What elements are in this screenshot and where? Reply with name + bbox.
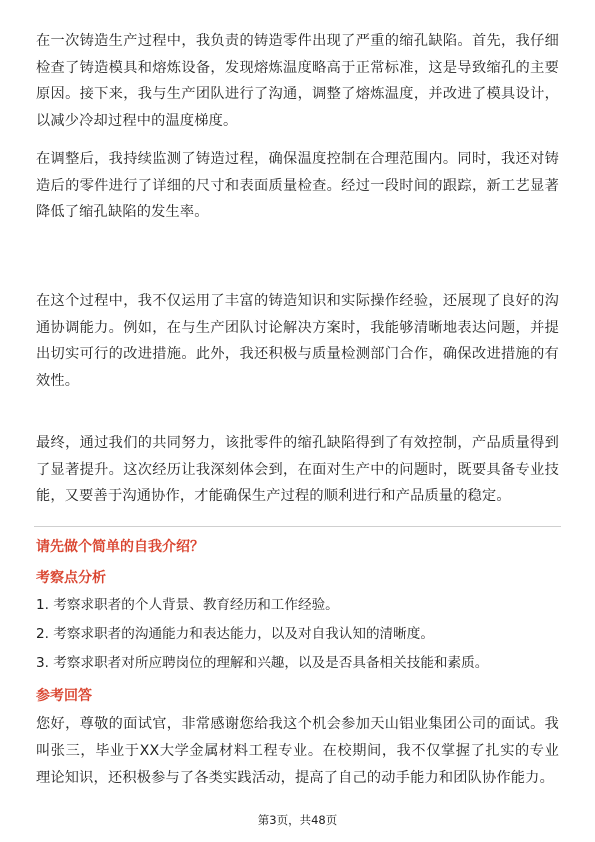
answer-paragraph: 您好，尊敬的面试官，非常感谢您给我这个机会参加天山铝业集团公司的面试。我叫张三，毕业于XX大学金属材料工程专业。在校期间，我不仅掌握了扎实的专业理论知识，还积极参与了各类实践活动，提高了自己的动手能力和团队协作能力。 [36, 716, 559, 786]
analysis-point: 3. 考察求职者对所应聘岗位的理解和兴趣，以及是否具备相关技能和素质。 [36, 655, 489, 671]
body-paragraph: 在一次铸造生产过程中，我负责的铸造零件出现了严重的缩孔缺陷。首先，我仔细检查了铸造模具和熔炼设备，发现熔炼温度略高于正常标准，这是导致缩孔的主要原因。接下来，我与生产团队进行了沟通，调整了熔炼温度，并改进了模具设计，以减少冷却过程中的温度梯度。 [36, 33, 559, 129]
body-paragraph: 在调整后，我持续监测了铸造过程，确保温度控制在合理范围内。同时，我还对铸造后的零件进行了详细的尺寸和表面质量检查。经过一段时间的跟踪，新工艺显著降低了缩孔缺陷的发生率。 [36, 151, 559, 220]
body-paragraph: 最终，通过我们的共同努力，该批零件的缩孔缺陷得到了有效控制，产品质量得到了显著提升。这次经历让我深刻体会到，在面对生产中的问题时，既要具备专业技能，又要善于沟通协作，才能确保生产过程的顺利进行和产品质量的稳定。 [36, 435, 559, 504]
analysis-heading: 考察点分析 [36, 570, 106, 586]
question-title: 请先做个简单的自我介绍？ [36, 539, 204, 555]
body-paragraph: 在这个过程中，我不仅运用了丰富的铸造知识和实际操作经验，还展现了良好的沟通协调能力。例如，在与生产团队讨论解决方案时，我能够清晰地表达问题，并提出切实可行的改进措施。此外，我还积极与质量检测部门合作，确保改进措施的有效性。 [36, 293, 559, 389]
section-divider [34, 526, 561, 527]
page-number: 第3页，共48页 [257, 813, 338, 827]
answer-heading: 参考回答 [36, 688, 92, 704]
analysis-point: 1. 考察求职者的个人背景、教育经历和工作经验。 [36, 597, 339, 613]
analysis-point: 2. 考察求职者的沟通能力和表达能力，以及对自我认知的清晰度。 [36, 626, 434, 642]
